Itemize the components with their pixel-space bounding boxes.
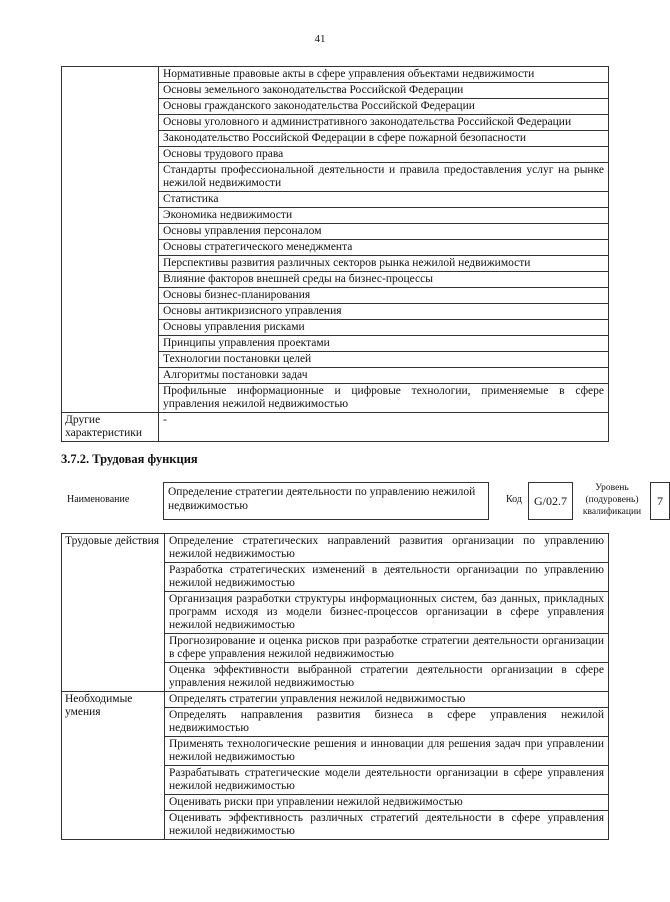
knowledge-item: Основы управления рисками: [159, 320, 609, 336]
labor-action-item: Определение стратегических направлений развития организации по управлению нежилой недвижимостью: [165, 534, 609, 563]
page-number: 41: [314, 33, 326, 45]
skill-item: Оценивать риски при управлении нежилой недвижимостью: [165, 795, 609, 811]
knowledge-item: Основы бизнес-планирования: [159, 288, 609, 304]
knowledge-item: Профильные информационные и цифровые технологии, применяемые в сфере управления нежилой недвижимостью: [159, 384, 609, 413]
labor-actions-label: Трудовые действия: [62, 534, 165, 692]
function-code: G/02.7: [528, 482, 573, 520]
table-row: [62, 67, 609, 83]
actions-skills-table: [61, 533, 609, 840]
section-heading: 3.7.2. Трудовая функция: [61, 452, 198, 466]
level-value: 7: [650, 482, 670, 520]
function-header: [61, 482, 663, 522]
knowledge-item: Технологии постановки целей: [159, 352, 609, 368]
other-characteristics-label: Другие характеристики: [62, 413, 159, 442]
knowledge-item: Основы земельного законодательства Российской Федерации: [159, 83, 609, 99]
knowledge-item: Статистика: [159, 192, 609, 208]
skill-item: Оценивать эффективность различных стратегий деятельности в сфере управления нежилой недвижимостью: [165, 811, 609, 840]
knowledge-item: Основы антикризисного управления: [159, 304, 609, 320]
knowledge-item: Основы управления персоналом: [159, 224, 609, 240]
knowledge-item: Нормативные правовые акты в сфере управления объектами недвижимости: [159, 67, 609, 83]
knowledge-item: Перспективы развития различных секторов рынка нежилой недвижимости: [159, 256, 609, 272]
table-row: [62, 413, 609, 442]
knowledge-table: [61, 66, 609, 442]
table-row: [62, 534, 609, 563]
labor-action-item: Разработка стратегических изменений в деятельности организации по управлению нежилой недвижимостью: [165, 563, 609, 592]
labor-action-item: Прогнозирование и оценка рисков при разработке стратегии деятельности организации в сфере управления нежилой недвижимостью: [165, 634, 609, 663]
required-skills-label: Необходимые умения: [62, 692, 165, 840]
knowledge-item: Основы гражданского законодательства Российской Федерации: [159, 99, 609, 115]
labor-action-item: Организация разработки структуры информационных систем, баз данных, прикладных программ исходя из модели бизнес-процессов организации в сфере управления нежилой недвижимостью: [165, 592, 609, 634]
skill-item: Разрабатывать стратегические модели деятельности организации в сфере управления нежилой недвижимостью: [165, 766, 609, 795]
knowledge-item: Влияние факторов внешней среды на бизнес-процессы: [159, 272, 609, 288]
knowledge-label-cell: [62, 67, 159, 413]
name-label: Наименование: [67, 494, 130, 505]
table-row: [62, 692, 609, 708]
knowledge-item: Экономика недвижимости: [159, 208, 609, 224]
knowledge-item: Алгоритмы постановки задач: [159, 368, 609, 384]
skill-item: Применять технологические решения и инновации для решения задач при управлении нежилой недвижимостью: [165, 737, 609, 766]
level-label: Уровень (подуровень) квалификации: [582, 483, 642, 517]
knowledge-item: Принципы управления проектами: [159, 336, 609, 352]
knowledge-item: Основы трудового права: [159, 147, 609, 163]
skill-item: Определять стратегии управления нежилой недвижимостью: [165, 692, 609, 708]
knowledge-item: Законодательство Российской Федерации в сфере пожарной безопасности: [159, 131, 609, 147]
function-name: Определение стратегии деятельности по управлению нежилой недвижимостью: [163, 482, 489, 520]
knowledge-item: Основы уголовного и административного законодательства Российской Федерации: [159, 115, 609, 131]
labor-action-item: Оценка эффективности выбранной стратегии деятельности организации в сфере управления нежилой недвижимостью: [165, 663, 609, 692]
skill-item: Определять направления развития бизнеса в сфере управления нежилой недвижимостью: [165, 708, 609, 737]
code-label: Код: [506, 494, 522, 505]
knowledge-item: Стандарты профессиональной деятельности и правила предоставления услуг на рынке нежилой недвижимости: [159, 163, 609, 192]
other-characteristics-value: -: [159, 413, 609, 442]
knowledge-item: Основы стратегического менеджмента: [159, 240, 609, 256]
